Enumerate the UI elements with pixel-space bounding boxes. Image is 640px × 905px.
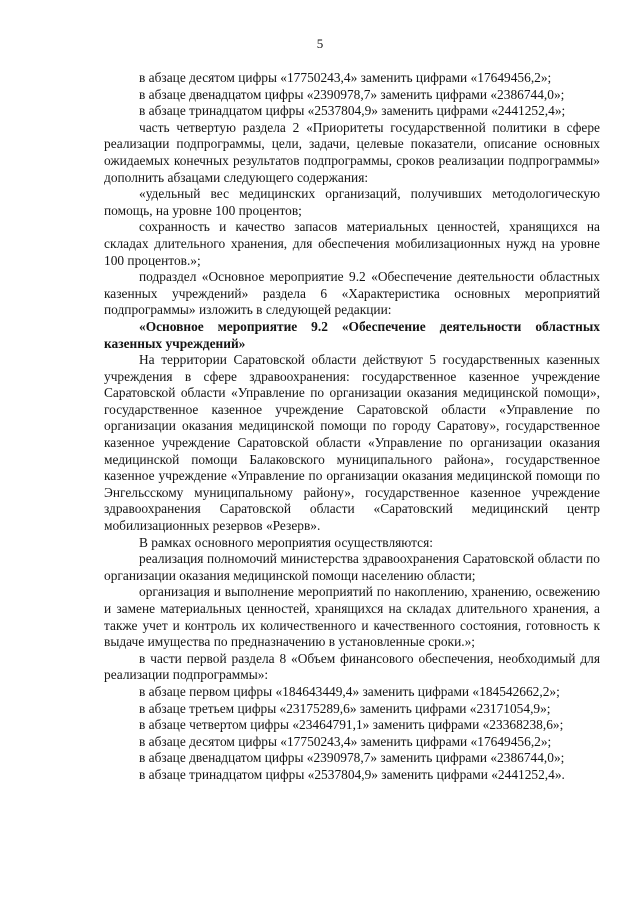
paragraph: реализация полномочий министерства здравоохранения Саратовской области по организации оказания медицинской помощи населению области; [104,551,600,583]
paragraph: в абзаце тринадцатом цифры «2537804,9» заменить цифрами «2441252,4»; [139,103,566,119]
paragraph: в абзаце третьем цифры «23175289,6» заменить цифрами «23171054,9»; [139,700,551,716]
paragraph: подраздел «Основное мероприятие 9.2 «Обеспечение деятельности областных казенных учреждений» раздела 6 «Характеристика основных мероприятий подпрограммы» изложить в следующей редакции: [104,269,600,318]
paragraph: в абзаце десятом цифры «17750243,4» заменить цифрами «17649456,2»; [139,733,552,749]
paragraph: «удельный вес медицинских организаций, получивших методологическую помощь, на уровне 100 процентов; [104,186,600,218]
document-body [104,70,600,784]
paragraph: часть четвертую раздела 2 «Приоритеты государственной политики в сфере реализации подпрограммы, цели, задачи, целевые показатели, описание основных ожидаемых конечных результатов подпрограммы, сроков реализации подпрограммы» дополнить абзацами следующего содержания: [104,119,600,185]
paragraph: сохранность и качество запасов материальных ценностей, хранящихся на складах длительного хранения, для обеспечения мобилизационных нужд на уровне 100 процентов.»; [104,219,600,268]
paragraph: в абзаце тринадцатом цифры «2537804,9» заменить цифрами «2441252,4». [139,766,565,782]
paragraph: в абзаце первом цифры «184643449,4» заменить цифрами «184542662,2»; [139,683,560,699]
paragraph: в абзаце десятом цифры «17750243,4» заменить цифрами «17649456,2»; [139,70,552,85]
paragraph: в абзаце двенадцатом цифры «2390978,7» заменить цифрами «2386744,0»; [139,750,565,766]
section-heading: «Основное мероприятие 9.2 «Обеспечение деятельности областных казенных учреждений» [104,318,600,351]
paragraph: в абзаце четвертом цифры «23464791,1» заменить цифрами «23368238,6»; [139,717,564,733]
paragraph: в части первой раздела 8 «Объем финансового обеспечения, необходимый для реализации подпрограммы»: [104,650,600,683]
paragraph: организация и выполнение мероприятий по накоплению, хранению, освежению и замене материальных ценностей, хранящихся на складах длительного хранения, а также учет и контроль их количественного и качественного состояния, готовность к выдаче имущества по предназначению в установленные сроки.»; [104,584,600,650]
paragraph: в абзаце двенадцатом цифры «2390978,7» заменить цифрами «2386744,0»; [139,86,565,102]
page-number: 5 [316,36,324,51]
paragraph: В рамках основного мероприятия осуществляются: [139,534,433,550]
paragraph: На территории Саратовской области действуют 5 государственных казенных учреждения в сфере здравоохранения: государственное казенное учреждение Саратовской области «Управление по организации оказания медицинской помощи», государственное казенное учреждение Саратовской области «Управление по организации оказания медицинской помощи по городу Саратову», государственное казенное учреждение Саратовской области «Управление по организации оказания медицинской помощи Балаковского муниципального района», государственное казенное учреждение «Управление по организации оказания медицинской помощи по Энгельсскому муниципальному району», государственное казенное учреждение здравоохранения Саратовской области «Саратовский медицинский центр мобилизационных резервов «Резерв». [104,352,600,534]
